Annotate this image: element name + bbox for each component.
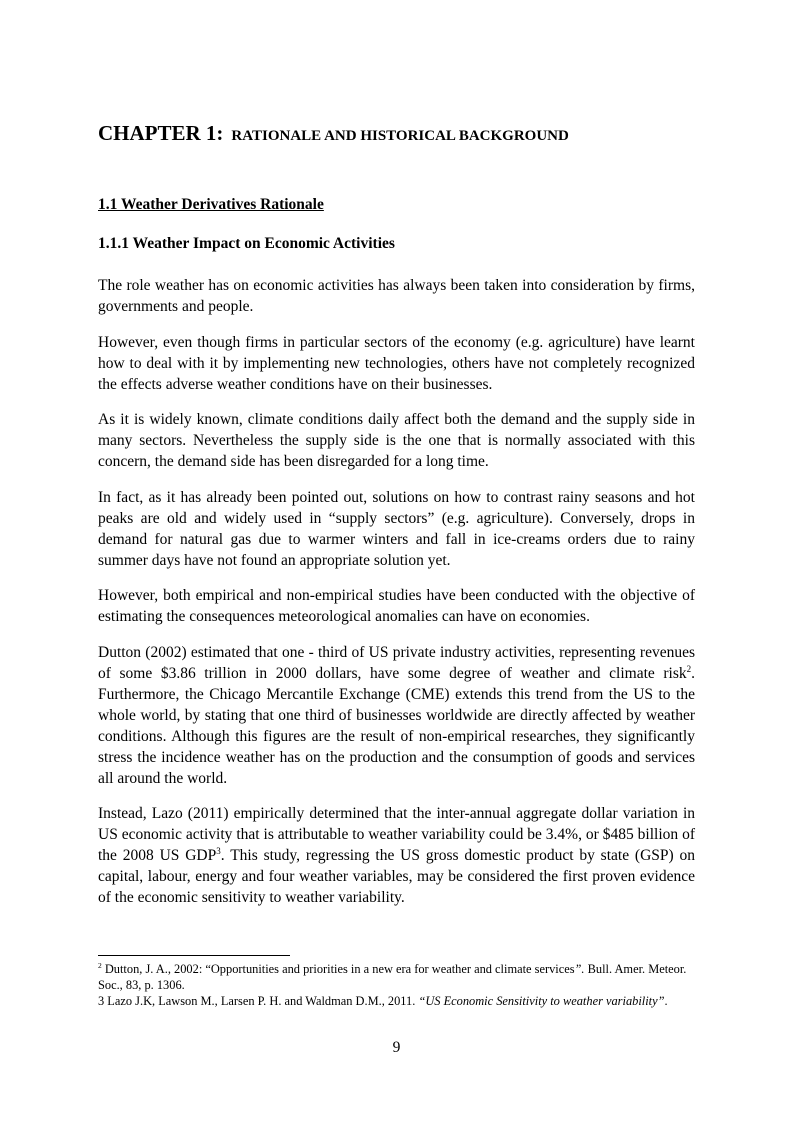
footnotes bbox=[98, 961, 695, 1009]
footnote-2-italic: ”. bbox=[574, 962, 585, 976]
footnote-3-title: “US Economic Sensitivity to weather variability” bbox=[418, 994, 665, 1008]
chapter-label: CHAPTER 1: bbox=[98, 121, 224, 145]
paragraph-6-text: Dutton (2002) estimated that one - third of US private industry activities, representing revenues of some $3.86 trillion in 2000 dollars, have some degree of weather and climate risk bbox=[98, 643, 695, 682]
footnote-ref-2[interactable]: 2 bbox=[686, 663, 692, 674]
paragraph-1: The role weather has on economic activities has always been taken into consideration by firms, governments and people. bbox=[98, 277, 695, 315]
footnote-3 bbox=[98, 993, 695, 1009]
subsection-heading: 1.1.1 Weather Impact on Economic Activities bbox=[98, 235, 395, 252]
paragraph-7 bbox=[98, 803, 695, 908]
chapter-heading bbox=[98, 111, 569, 148]
section-heading: 1.1 Weather Derivatives Rationale bbox=[98, 196, 324, 213]
paragraph-5: However, both empirical and non-empirical studies have been conducted with the objective of estimating the consequences meteorological anomalies can have on economies. bbox=[98, 587, 695, 625]
footnote-2-text: Dutton, J. A., 2002: “Opportunities and priorities in a new era for weather and climate services bbox=[101, 962, 575, 976]
paragraph-7-text: Instead, Lazo (2011) empirically determined that the inter-annual aggregate dollar variation in US economic activity that is attributable to weather variability could be 3.4%, or $485 billion of the 2008 US GDP bbox=[98, 805, 695, 864]
footnote-2-mark: 2 bbox=[98, 960, 102, 970]
paragraph-2: However, even though firms in particular sectors of the economy (e.g. agriculture) have learnt how to deal with it by implementing new technologies, others have not completely recognized the effects adverse weather conditions have on their businesses. bbox=[98, 333, 695, 393]
paragraph-6 bbox=[98, 642, 695, 789]
chapter-title: RATIONALE AND HISTORICAL BACKGROUND bbox=[231, 128, 569, 144]
paragraph-7-text-cont: . This study, regressing the US gross domestic product by state (GSP) on capital, labour, energy and four weather variables, may be considered the first proven evidence of the economic sensitivity to weather variability. bbox=[98, 847, 695, 906]
paragraph-6-text-cont: . Furthermore, the Chicago Mercantile Exchange (CME) extends this trend from the US to the whole world, by stating that one third of businesses worldwide are directly affected by weather conditions. Although this figures are the result of non-empirical researches, they significantly stress the incidence weather has on the production and the consumption of goods and services all around the world. bbox=[98, 664, 695, 787]
footnote-3-end: . bbox=[664, 994, 668, 1008]
footnote-divider bbox=[98, 955, 290, 956]
footnote-3-text: 3 Lazo J.K, Lawson M., Larsen P. H. and Waldman D.M., 2011. bbox=[98, 994, 419, 1008]
paragraph-4: In fact, as it has already been pointed out, solutions on how to contrast rainy seasons and hot peaks are old and widely used in “supply sectors” (e.g. agriculture). Conversely, drops in demand for natural gas due to warmer winters and fall in ice-creams orders due to rainy summer days have not found an appropriate solution yet. bbox=[98, 488, 695, 569]
page-number: 9 bbox=[392, 1039, 401, 1056]
body-text bbox=[98, 275, 695, 908]
footnote-2-text-cont: Bull. Amer. Meteor. Soc., 83, p. 1306. bbox=[98, 962, 687, 992]
footnote-ref-3[interactable]: 3 bbox=[216, 845, 221, 856]
paragraph-3: As it is widely known, climate conditions daily affect both the demand and the supply side in many sectors. Nevertheless the supply side is the one that is normally associated with this concern, the demand side has been disregarded for a long time. bbox=[98, 411, 695, 470]
footnote-2 bbox=[98, 961, 695, 993]
